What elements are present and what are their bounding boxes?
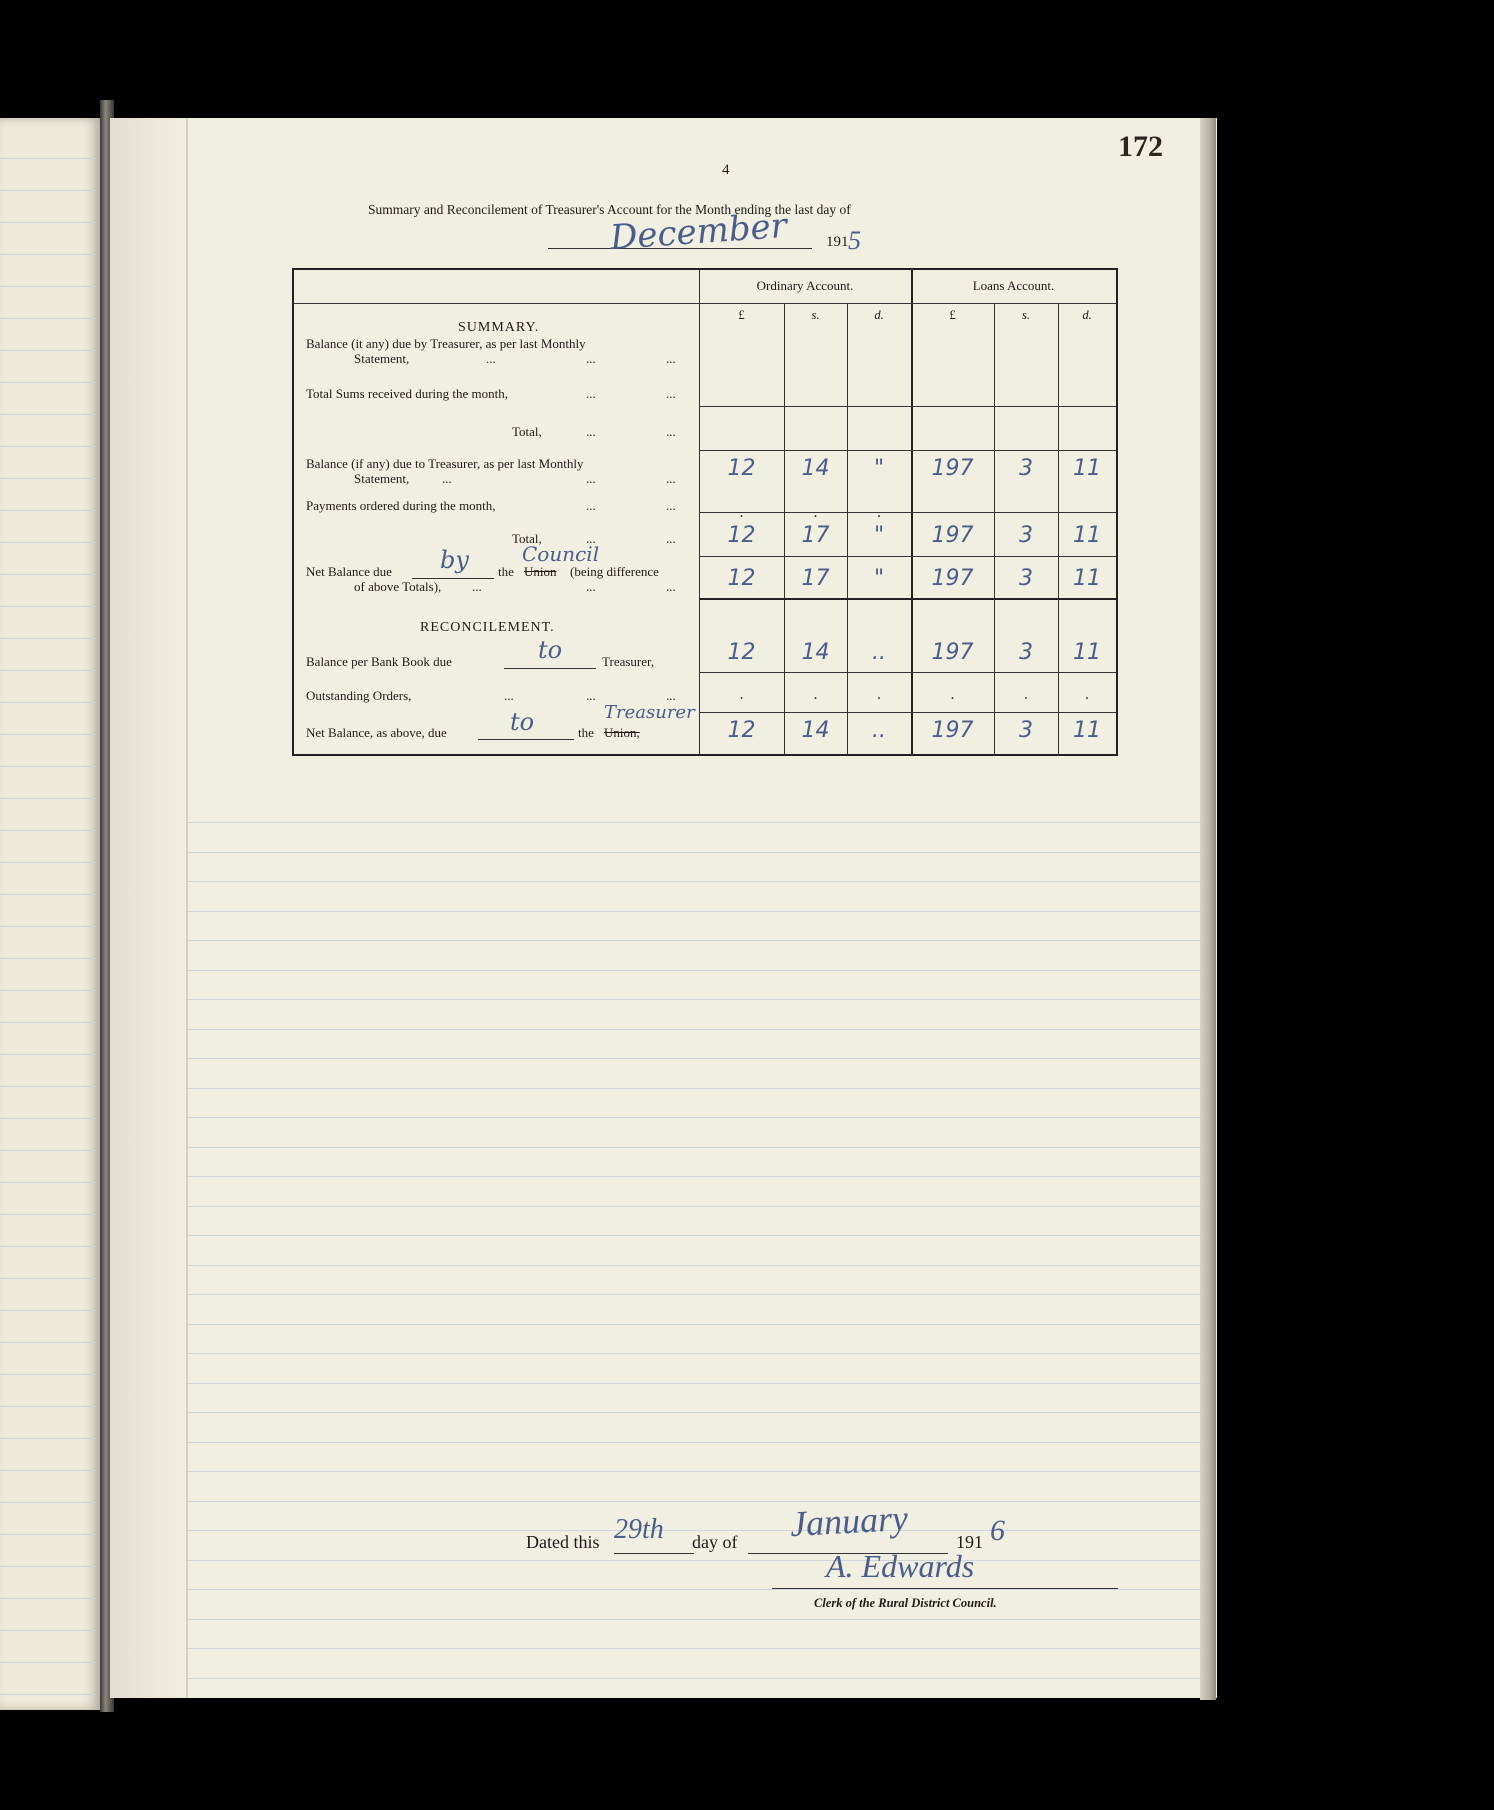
- signature-line: [772, 1588, 1118, 1589]
- ruled-line: [0, 222, 96, 223]
- balance-by-label-2: Statement,: [354, 351, 410, 366]
- net-balance-rec-hand: to: [510, 708, 535, 736]
- ruled-line: [188, 852, 1203, 853]
- left-facing-page: [0, 118, 100, 1710]
- balance-to-label: Balance (if any) due to Treasurer, as per last Monthly: [306, 456, 584, 471]
- ruled-line: [0, 1150, 96, 1151]
- net-balance-the: the: [498, 564, 514, 579]
- net-balance-label-2: of above Totals),: [354, 579, 442, 594]
- net-balance-council-hand: Council: [522, 542, 600, 566]
- handwritten-day: 29th: [614, 1514, 664, 1545]
- handwritten-month: December: [608, 205, 789, 259]
- ruled-line: [0, 574, 96, 575]
- leader-dots: ...: [586, 351, 596, 366]
- ruled-line: [0, 542, 96, 543]
- handwritten-year-digit-2: 6: [990, 1514, 1005, 1547]
- cell-total2-5: 11: [1073, 523, 1101, 548]
- cell-outstanding-3: .: [950, 686, 955, 703]
- cell-bank-5: 11: [1073, 640, 1101, 665]
- cell-bank-2: ..: [872, 640, 886, 665]
- net-balance-rec-label: Net Balance, as above, due: [306, 725, 447, 740]
- ruled-line: [188, 1442, 1203, 1443]
- bank-book-hand: to: [538, 636, 563, 664]
- ruled-line: [0, 862, 96, 863]
- net-balance-hand: by: [440, 546, 469, 574]
- ruled-line: [0, 1342, 96, 1343]
- ruled-line: [188, 1353, 1203, 1354]
- row-rule: [699, 406, 1116, 407]
- net-balance-rec-union-struck: Union,: [604, 725, 640, 740]
- net-balance-suffix: (being difference: [570, 564, 659, 579]
- cell-net-2: ": [873, 566, 885, 591]
- ruled-line: [0, 1086, 96, 1087]
- ruled-line: [188, 940, 1203, 941]
- ruled-line: [188, 881, 1203, 882]
- ruled-line: [188, 1147, 1203, 1148]
- cell-bank-3: 197: [931, 640, 974, 665]
- cell-total2-1: 17: [801, 523, 830, 548]
- leader-dots: ...: [586, 531, 596, 546]
- leader-dots: ...: [486, 351, 496, 366]
- ruled-line: [0, 510, 96, 511]
- leader-dots: ...: [504, 688, 514, 703]
- ruled-line: [0, 1214, 96, 1215]
- dated-this-label: Dated this: [526, 1532, 600, 1552]
- cell-outstanding-0: .: [739, 686, 744, 703]
- cell-net-rec-4: 3: [1019, 718, 1033, 743]
- row-rule-bold: [699, 598, 1116, 600]
- leader-dots: ...: [666, 351, 676, 366]
- total-label: Total,: [512, 424, 542, 439]
- leader-dots: ...: [586, 688, 596, 703]
- printed-year: 191: [826, 234, 849, 250]
- row-rule: [699, 672, 1116, 673]
- ruled-line: [0, 1662, 96, 1663]
- leader-dots: ...: [586, 424, 596, 439]
- cell-outstanding-1: .: [813, 686, 818, 703]
- leader-dots: ...: [666, 471, 676, 486]
- day-blank-line: [614, 1553, 694, 1554]
- day-of-label: day of: [692, 1532, 738, 1552]
- unit-pounds: £: [738, 308, 745, 322]
- ruled-line: [0, 734, 96, 735]
- cell-balance-to-2: ": [873, 456, 885, 481]
- ruled-line: [188, 1176, 1203, 1177]
- cell-total2-2: ": [873, 523, 885, 548]
- loans-account-header: Loans Account.: [972, 278, 1055, 293]
- ruled-line: [0, 414, 96, 415]
- leader-dots: ...: [666, 579, 676, 594]
- cell-net-1: 17: [801, 566, 830, 591]
- ruled-line: [188, 1471, 1203, 1472]
- ruled-line: [0, 1310, 96, 1311]
- ruled-line: [0, 1566, 96, 1567]
- ruled-line: [0, 254, 96, 255]
- cell-payments-2: .: [877, 504, 881, 521]
- ruled-line: [0, 158, 96, 159]
- ruled-line: [0, 702, 96, 703]
- cell-outstanding-5: .: [1085, 686, 1089, 703]
- ruled-line: [0, 670, 96, 671]
- ruled-line: [188, 1619, 1203, 1620]
- unit-pence: d.: [1082, 308, 1092, 322]
- cell-balance-to-3: 197: [931, 456, 974, 481]
- ruled-line: [0, 1182, 96, 1183]
- unit-shillings: s.: [811, 308, 820, 322]
- ruled-line: [188, 1088, 1203, 1089]
- ruled-line: [0, 286, 96, 287]
- leader-dots: ...: [666, 531, 676, 546]
- ruled-line: [188, 1412, 1203, 1413]
- payments-label: Payments ordered during the month,: [306, 498, 496, 513]
- ruled-line: [0, 1470, 96, 1471]
- cell-net-rec-3: 197: [931, 718, 974, 743]
- total-received-label: Total Sums received during the month,: [306, 386, 508, 401]
- bank-book-label: Balance per Bank Book due: [306, 654, 452, 669]
- total-label-2: Total,: [512, 531, 542, 546]
- row-rule: [699, 556, 1116, 557]
- ruled-line: [0, 1438, 96, 1439]
- ruled-line: [188, 1117, 1203, 1118]
- ruled-line: [0, 990, 96, 991]
- ruled-line: [0, 382, 96, 383]
- leader-dots: ...: [666, 688, 676, 703]
- ruled-line: [188, 822, 1203, 823]
- ruled-line: [0, 894, 96, 895]
- balance-by-label: Balance (it any) due by Treasurer, as per last Monthly: [306, 336, 586, 351]
- ruled-line: [188, 970, 1203, 971]
- row-rule: [699, 450, 1116, 451]
- handwritten-year-digit: 5: [848, 226, 861, 255]
- ruled-line: [188, 1648, 1203, 1649]
- ruled-line: [188, 1058, 1203, 1059]
- handwritten-month-2: January: [789, 1497, 909, 1545]
- ruled-line: [0, 1406, 96, 1407]
- cell-total2-4: 3: [1019, 523, 1033, 548]
- outstanding-orders-label: Outstanding Orders,: [306, 688, 412, 703]
- page-heading: Summary and Reconcilement of Treasurer's Account for the Month ending the last day of: [368, 202, 851, 217]
- cell-net-4: 3: [1019, 566, 1033, 591]
- ruled-line: [188, 1235, 1203, 1236]
- ruled-line: [0, 318, 96, 319]
- bank-book-blank: [504, 668, 596, 669]
- unit-shillings: s.: [1022, 308, 1030, 322]
- page-edges: [1200, 118, 1216, 1700]
- ruled-line: [188, 1029, 1203, 1030]
- page-inner-margin: [110, 118, 190, 1698]
- cell-bank-4: 3: [1019, 640, 1033, 665]
- unit-pounds: £: [949, 308, 956, 322]
- cell-total2-3: 197: [931, 523, 974, 548]
- cell-bank-1: 14: [801, 640, 830, 665]
- header-rule: [294, 303, 1116, 304]
- ruled-line: [0, 638, 96, 639]
- ruled-line: [0, 1534, 96, 1535]
- leader-dots: ...: [666, 498, 676, 513]
- ruled-line: [188, 1206, 1203, 1207]
- ruled-line: [188, 1265, 1203, 1266]
- leader-dots: ...: [442, 471, 452, 486]
- ruled-line: [0, 350, 96, 351]
- ruled-line: [188, 1324, 1203, 1325]
- ruled-line: [0, 1374, 96, 1375]
- cell-payments-1: .: [813, 504, 818, 521]
- ruled-line: [188, 1294, 1203, 1295]
- ruled-line: [0, 1694, 96, 1695]
- cell-balance-to-0: 12: [727, 456, 756, 481]
- ruled-line: [0, 1022, 96, 1023]
- ruled-line: [0, 1118, 96, 1119]
- ruled-line: [0, 478, 96, 479]
- net-balance-rec-treasurer-hand: Treasurer: [604, 702, 695, 723]
- net-balance-union-struck: Union: [524, 564, 557, 579]
- summary-title: SUMMARY.: [458, 320, 540, 335]
- leader-dots: ...: [586, 579, 596, 594]
- balance-to-label-2: Statement,: [354, 471, 410, 486]
- ruled-line: [188, 1501, 1203, 1502]
- cell-net-rec-2: ..: [872, 718, 886, 743]
- unit-pence: d.: [874, 308, 884, 322]
- ruled-line: [0, 1246, 96, 1247]
- ruled-line: [188, 911, 1203, 912]
- ruled-line: [188, 1678, 1203, 1679]
- ruled-line: [0, 190, 96, 191]
- ruled-line: [0, 926, 96, 927]
- leader-dots: ...: [586, 386, 596, 401]
- net-balance-rec-blank: [478, 739, 574, 740]
- cell-outstanding-4: .: [1024, 686, 1028, 703]
- ruled-line: [0, 606, 96, 607]
- ruled-line: [0, 1598, 96, 1599]
- leader-dots: ...: [666, 386, 676, 401]
- leader-dots: ...: [586, 498, 596, 513]
- ruled-line: [0, 1502, 96, 1503]
- cell-net-3: 197: [931, 566, 974, 591]
- ordinary-account-header: Ordinary Account.: [756, 278, 854, 293]
- cell-net-rec-1: 14: [801, 718, 830, 743]
- bank-book-suffix: Treasurer,: [602, 654, 655, 669]
- leader-dots: ...: [586, 471, 596, 486]
- cell-bank-0: 12: [727, 640, 756, 665]
- net-balance-label: Net Balance due: [306, 564, 392, 579]
- printed-year-2: 191: [956, 1532, 983, 1552]
- cell-balance-to-1: 14: [801, 456, 830, 481]
- ruled-line: [188, 1530, 1203, 1531]
- page-number: 4: [722, 162, 730, 178]
- ruled-line: [188, 1383, 1203, 1384]
- cell-net-rec-0: 12: [727, 718, 756, 743]
- cell-net-5: 11: [1073, 566, 1101, 591]
- ruled-line: [0, 1278, 96, 1279]
- folio-number: 172: [1118, 130, 1163, 163]
- ruled-line: [0, 830, 96, 831]
- ruled-line: [0, 446, 96, 447]
- cell-net-rec-5: 11: [1073, 718, 1101, 743]
- ruled-line: [0, 766, 96, 767]
- ruled-line: [188, 1589, 1203, 1590]
- cell-payments-0: .: [739, 504, 744, 521]
- reconcilement-title: RECONCILEMENT.: [420, 620, 555, 635]
- account-table: [292, 268, 1118, 756]
- clerk-caption: Clerk of the Rural District Council.: [814, 1596, 997, 1610]
- leader-dots: ...: [666, 424, 676, 439]
- leader-dots: ...: [472, 579, 482, 594]
- net-balance-rec-the: the: [578, 725, 594, 740]
- ruled-line: [188, 1560, 1203, 1561]
- ruled-line: [0, 958, 96, 959]
- ruled-line: [188, 999, 1203, 1000]
- cell-balance-to-4: 3: [1019, 456, 1033, 481]
- ruled-line: [0, 1054, 96, 1055]
- cell-outstanding-2: .: [877, 686, 881, 703]
- clerk-signature: A. Edwards: [826, 1548, 975, 1584]
- cell-net-0: 12: [727, 566, 756, 591]
- cell-total2-0: 12: [727, 523, 756, 548]
- row-rule: [699, 712, 1116, 713]
- margin-rule: [186, 118, 188, 1698]
- ruled-line: [0, 1630, 96, 1631]
- ruled-line: [0, 798, 96, 799]
- cell-balance-to-5: 11: [1073, 456, 1101, 481]
